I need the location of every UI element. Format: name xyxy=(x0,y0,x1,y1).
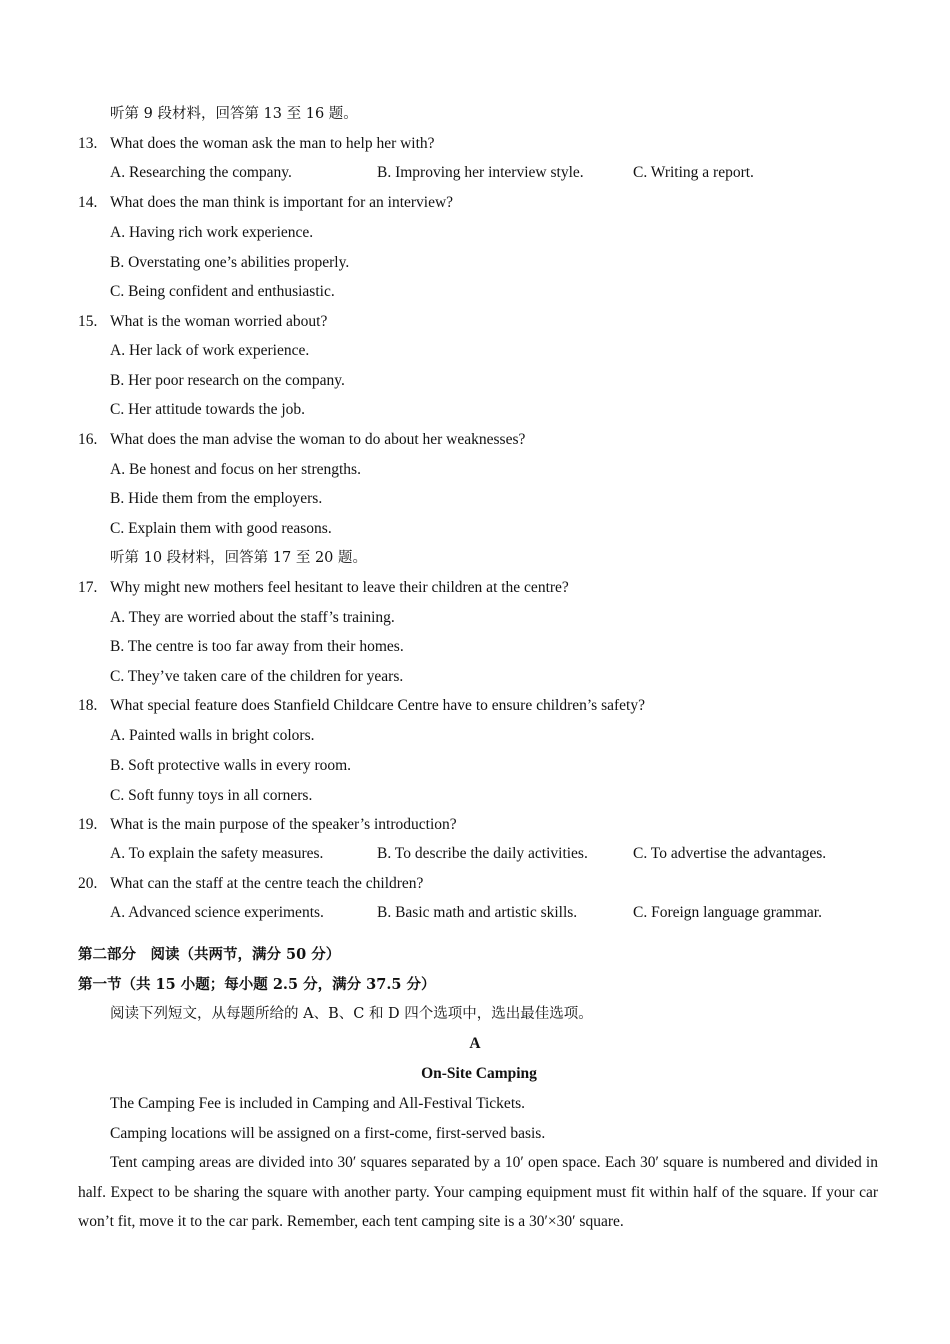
option-b: B. Overstating one’s abilities properly. xyxy=(110,254,350,271)
option-a: A. Having rich work experience. xyxy=(110,224,314,241)
passage-title: On-Site Camping xyxy=(421,1065,537,1082)
option-c: C. Writing a report. xyxy=(633,164,754,181)
option-b: B. Hide them from the employers. xyxy=(110,490,323,507)
question-text: What is the main purpose of the speaker’s introduction? xyxy=(110,816,457,833)
option-b: B. Improving her interview style. xyxy=(377,164,584,181)
paragraph-3-text: Tent camping areas are divided into 30′ squares separated by a 10′ open space. Each 30′ square is numbered and divided in half. Expect to be sharing the square with another party. Your camping equipment must fit within half of the square. If your car won’t fit, move it to the car park. Remember, each tent camping site is a 30′×30′ square. xyxy=(78,1154,878,1230)
option-c: C. Soft funny toys in all corners. xyxy=(110,787,313,804)
question-number: 16. xyxy=(78,431,98,448)
question-number: 19. xyxy=(78,816,98,833)
option-b: B. To describe the daily activities. xyxy=(377,845,588,862)
section10-instruction: 听第 10 段材料，回答第 17 至 20 题。 xyxy=(110,550,368,566)
question-text: What special feature does Stanfield Childcare Centre have to ensure children’s safety? xyxy=(110,697,645,714)
passage-letter: A xyxy=(469,1035,481,1052)
paragraph-2: Camping locations will be assigned on a first-come, first-served basis. xyxy=(110,1125,546,1142)
question-number: 15. xyxy=(78,313,98,330)
option-a: A. Painted walls in bright colors. xyxy=(110,727,315,744)
option-a: A. Researching the company. xyxy=(110,164,292,181)
option-c: C. They’ve taken care of the children for years. xyxy=(110,668,404,685)
option-a: A. Advanced science experiments. xyxy=(110,904,324,921)
question-number: 13. xyxy=(78,135,98,152)
reading-instruction: 阅读下列短文，从每题所给的 A、B、C 和 D 四个选项中，选出最佳选项。 xyxy=(110,1006,593,1022)
question-number: 17. xyxy=(78,579,98,596)
option-a: A. Be honest and focus on her strengths. xyxy=(110,461,361,478)
question-text: What is the woman worried about? xyxy=(110,313,328,330)
paragraph-1: The Camping Fee is included in Camping and All-Festival Tickets. xyxy=(110,1095,526,1112)
option-a: A. They are worried about the staff’s training. xyxy=(110,609,395,626)
section9-instruction: 听第 9 段材料，回答第 13 至 16 题。 xyxy=(110,106,358,122)
section-heading: 第一节（共 15 小题；每小题 2.5 分，满分 37.5 分） xyxy=(78,976,436,993)
option-c: C. Foreign language grammar. xyxy=(633,904,822,921)
option-c: C. Her attitude towards the job. xyxy=(110,401,305,418)
question-number: 20. xyxy=(78,875,98,892)
option-a: A. Her lack of work experience. xyxy=(110,342,310,359)
option-c: C. To advertise the advantages. xyxy=(633,845,827,862)
question-number: 18. xyxy=(78,697,98,714)
question-text: What does the man think is important for an interview? xyxy=(110,194,454,211)
option-b: B. Basic math and artistic skills. xyxy=(377,904,578,921)
option-b: B. The centre is too far away from their homes. xyxy=(110,638,404,655)
option-b: B. Her poor research on the company. xyxy=(110,372,345,389)
option-c: C. Explain them with good reasons. xyxy=(110,520,332,537)
part-heading: 第二部分 阅读（共两节，满分 50 分） xyxy=(78,946,341,963)
option-a: A. To explain the safety measures. xyxy=(110,845,324,862)
option-b: B. Soft protective walls in every room. xyxy=(110,757,352,774)
question-text: What does the woman ask the man to help her with? xyxy=(110,135,435,152)
option-c: C. Being confident and enthusiastic. xyxy=(110,283,335,300)
question-text: What can the staff at the centre teach the children? xyxy=(110,875,424,892)
paragraph-3 xyxy=(78,1148,878,1237)
question-text: What does the man advise the woman to do about her weaknesses? xyxy=(110,431,526,448)
question-number: 14. xyxy=(78,194,98,211)
question-text: Why might new mothers feel hesitant to leave their children at the centre? xyxy=(110,579,569,596)
